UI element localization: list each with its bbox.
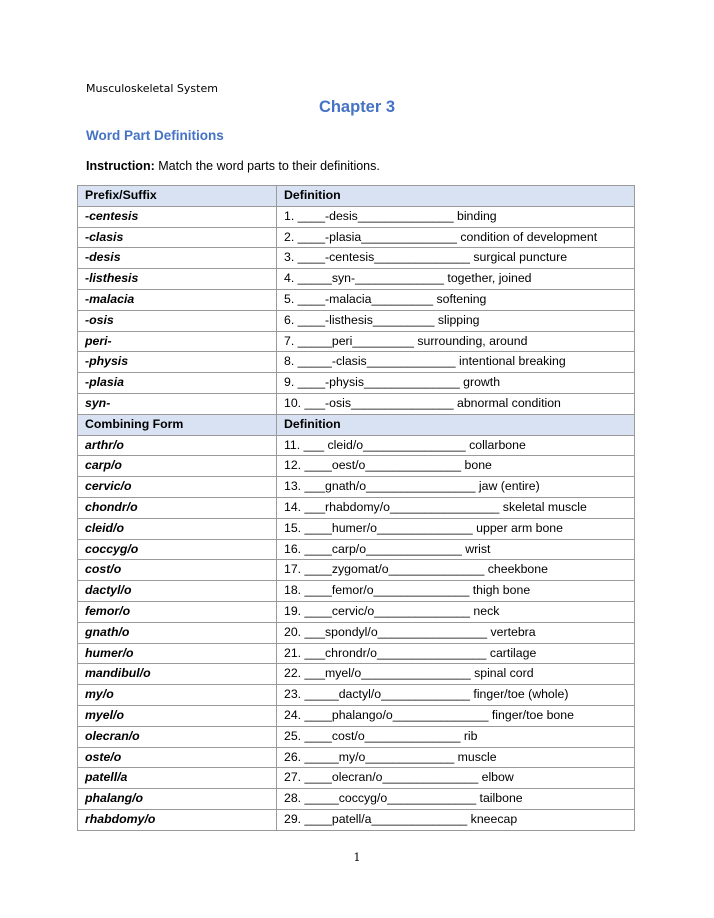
table-row — [78, 601, 635, 622]
term-cell: -desis — [78, 248, 277, 269]
table-row — [78, 497, 635, 518]
definition-cell: 5. ____-malacia_________ softening — [277, 289, 635, 310]
definition-cell: 22. ___myel/o________________ spinal cord — [277, 664, 635, 685]
table-row — [78, 643, 635, 664]
table-row — [78, 685, 635, 706]
definition-cell: 26. _____my/o_____________ muscle — [277, 747, 635, 768]
term-cell: phalang/o — [78, 789, 277, 810]
definition-cell: 8. _____-clasis_____________ intentional breaking — [277, 352, 635, 373]
term-cell: mandibul/o — [78, 664, 277, 685]
column-header-term: Combining Form — [78, 414, 277, 435]
definition-cell: 15. ____humer/o______________ upper arm bone — [277, 518, 635, 539]
table-row — [78, 352, 635, 373]
term-cell: coccyg/o — [78, 539, 277, 560]
page-number: 1 — [353, 851, 361, 864]
term-cell: dactyl/o — [78, 581, 277, 602]
table-row — [78, 435, 635, 456]
instruction-label: Instruction: — [86, 159, 155, 173]
column-header-term: Prefix/Suffix — [78, 186, 277, 207]
table-row — [78, 289, 635, 310]
definition-cell: 20. ___spondyl/o________________ vertebra — [277, 622, 635, 643]
term-cell: myel/o — [78, 705, 277, 726]
table-row — [78, 206, 635, 227]
definition-cell: 12. ____oest/o______________ bone — [277, 456, 635, 477]
term-cell: gnath/o — [78, 622, 277, 643]
definition-cell: 21. ___chrondr/o________________ cartilage — [277, 643, 635, 664]
term-cell: cost/o — [78, 560, 277, 581]
table-row — [78, 581, 635, 602]
definition-cell: 25. ____cost/o______________ rib — [277, 726, 635, 747]
word-parts-table — [77, 185, 635, 831]
table-row — [78, 373, 635, 394]
definition-cell: 11. ___ cleid/o_______________ collarbone — [277, 435, 635, 456]
table-row — [78, 726, 635, 747]
table-row — [78, 518, 635, 539]
table-row — [78, 539, 635, 560]
term-cell: -malacia — [78, 289, 277, 310]
definition-cell: 14. ___rhabdomy/o________________ skeletal muscle — [277, 497, 635, 518]
table-row — [78, 310, 635, 331]
table-row — [78, 227, 635, 248]
definition-cell: 4. _____syn-_____________ together, joined — [277, 269, 635, 290]
definition-cell: 28. _____coccyg/o_____________ tailbone — [277, 789, 635, 810]
table-row — [78, 248, 635, 269]
definition-cell: 17. ____zygomat/o______________ cheekbone — [277, 560, 635, 581]
term-cell: syn- — [78, 393, 277, 414]
document-header: Musculoskeletal System — [86, 82, 218, 95]
definition-cell: 18. ____femor/o______________ thigh bone — [277, 581, 635, 602]
term-cell: -plasia — [78, 373, 277, 394]
term-cell: humer/o — [78, 643, 277, 664]
term-cell: cleid/o — [78, 518, 277, 539]
definition-cell: 27. ____olecran/o______________ elbow — [277, 768, 635, 789]
instruction-text — [86, 159, 380, 173]
definition-cell: 6. ____-listhesis_________ slipping — [277, 310, 635, 331]
table-row — [78, 664, 635, 685]
term-cell: oste/o — [78, 747, 277, 768]
table-header-row — [78, 186, 635, 207]
table-row — [78, 768, 635, 789]
table-row — [78, 393, 635, 414]
definition-cell: 1. ____-desis______________ binding — [277, 206, 635, 227]
table-row — [78, 477, 635, 498]
table-row — [78, 269, 635, 290]
term-cell: -physis — [78, 352, 277, 373]
column-header-definition: Definition — [277, 186, 635, 207]
definition-cell: 10. ___-osis_______________ abnormal condition — [277, 393, 635, 414]
term-cell: femor/o — [78, 601, 277, 622]
definition-cell: 16. ____carp/o______________ wrist — [277, 539, 635, 560]
term-cell: carp/o — [78, 456, 277, 477]
term-cell: chondr/o — [78, 497, 277, 518]
table-row — [78, 747, 635, 768]
definition-cell: 13. ___gnath/o________________ jaw (entire) — [277, 477, 635, 498]
term-cell: -centesis — [78, 206, 277, 227]
definition-cell: 24. ____phalango/o______________ finger/toe bone — [277, 705, 635, 726]
term-cell: -listhesis — [78, 269, 277, 290]
table-row — [78, 809, 635, 830]
definition-cell: 19. ____cervic/o______________ neck — [277, 601, 635, 622]
definition-cell: 2. ____-plasia______________ condition of development — [277, 227, 635, 248]
definition-cell: 29. ____patell/a______________ kneecap — [277, 809, 635, 830]
table-row — [78, 789, 635, 810]
term-cell: rhabdomy/o — [78, 809, 277, 830]
section-subtitle: Word Part Definitions — [86, 128, 224, 143]
definition-cell: 9. ____-physis______________ growth — [277, 373, 635, 394]
table-header-row — [78, 414, 635, 435]
term-cell: olecran/o — [78, 726, 277, 747]
term-cell: cervic/o — [78, 477, 277, 498]
table-row — [78, 622, 635, 643]
table-row — [78, 705, 635, 726]
column-header-definition: Definition — [277, 414, 635, 435]
table-row — [78, 560, 635, 581]
term-cell: -clasis — [78, 227, 277, 248]
term-cell: my/o — [78, 685, 277, 706]
definition-cell: 23. _____dactyl/o_____________ finger/toe (whole) — [277, 685, 635, 706]
table-row — [78, 331, 635, 352]
table-row — [78, 456, 635, 477]
definition-cell: 7. _____peri_________ surrounding, around — [277, 331, 635, 352]
term-cell: peri- — [78, 331, 277, 352]
chapter-title: Chapter 3 — [318, 98, 396, 116]
term-cell: arthr/o — [78, 435, 277, 456]
term-cell: -osis — [78, 310, 277, 331]
term-cell: patell/a — [78, 768, 277, 789]
instruction-body: Match the word parts to their definitions. — [154, 159, 380, 173]
definition-cell: 3. ____-centesis______________ surgical puncture — [277, 248, 635, 269]
